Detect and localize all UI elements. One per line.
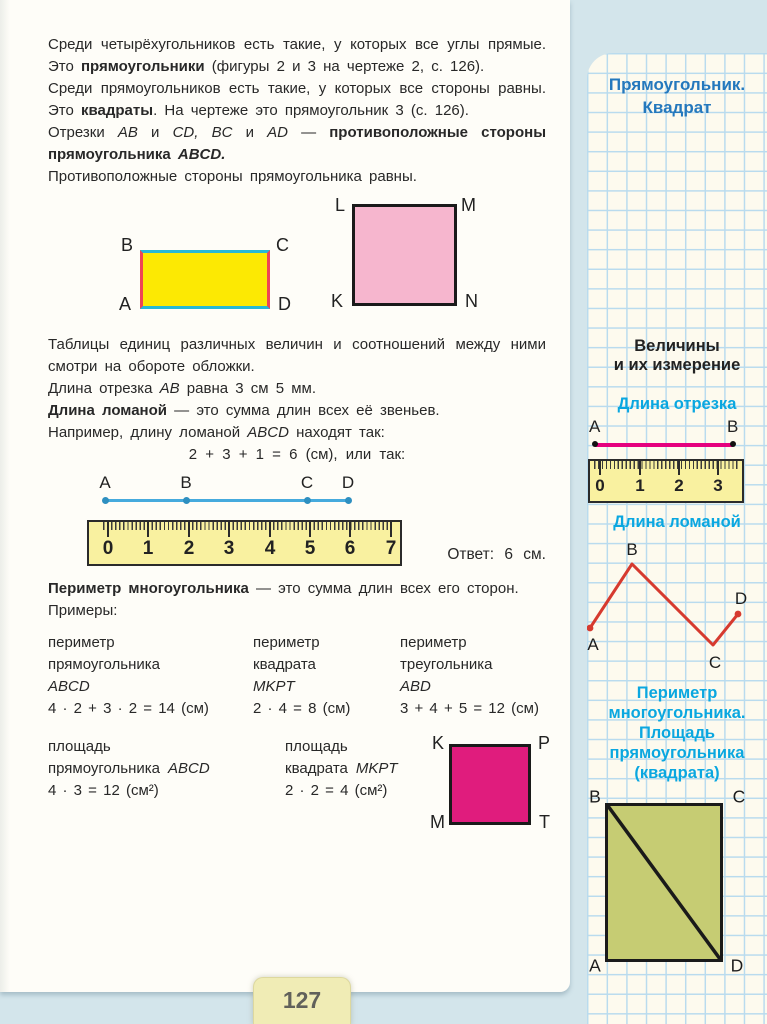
ruler-number: 2: [674, 476, 684, 495]
example-line: квадрата: [253, 656, 316, 673]
ruler-cm-tick: [309, 522, 311, 537]
example-perimeter-triangle: [400, 632, 546, 720]
ruler-number: 3: [223, 538, 235, 559]
vertex-label: K: [331, 291, 344, 311]
ruler-cm-tick: [228, 522, 230, 537]
paragraph-example-intro: [48, 422, 546, 444]
example-area-square: [285, 733, 455, 802]
ruler-cm-tick: [147, 522, 149, 537]
segment-ab-figure: [587, 417, 752, 461]
text-run-italic: AB: [159, 380, 180, 397]
example-line: прямоугольника: [48, 656, 161, 673]
ruler-number: 5: [304, 538, 316, 559]
text-run: Таблицы единиц различных величин и соотношений между ними смотри на обороте обложки.: [48, 336, 546, 375]
text-run: Противоположные стороны прямоугольника равны.: [48, 168, 417, 185]
sidebar-heading-line: и их измерение: [613, 356, 741, 374]
example-name: MKPT: [253, 678, 295, 695]
text-run: и: [232, 124, 268, 141]
example-name: ABD: [400, 678, 431, 695]
text-run-italic: BC: [211, 124, 233, 141]
text-run: Примеры:: [48, 602, 118, 619]
example-name: ABCD: [48, 678, 90, 695]
text-run-italic: AD: [267, 124, 288, 141]
text-run-italic: AB: [117, 124, 138, 141]
sidebar-subheading-line: многоугольника.: [608, 704, 746, 722]
text-run: —: [287, 124, 330, 141]
vertex-label: A: [119, 294, 132, 314]
margin-grid-card: [587, 53, 767, 1024]
example-line: площадь: [48, 738, 111, 755]
text-run-bold: Длина ломаной: [48, 402, 167, 419]
vertex-label: P: [537, 733, 550, 753]
examples-title: [48, 600, 546, 622]
ruler-number: 7: [385, 538, 397, 559]
paragraph-segment-length: [48, 378, 546, 400]
segment-dot: [304, 497, 311, 504]
area-examples-row: [48, 733, 550, 842]
sidebar-subheading-line: Периметр: [636, 684, 718, 702]
broken-line-figure: [587, 549, 752, 661]
vertex-label: D: [730, 955, 744, 976]
segment-dot: [102, 497, 109, 504]
paragraph-perimeter: [48, 578, 546, 600]
text-run: . На чертеже это прямоугольник 3 (с. 126).: [153, 102, 469, 119]
vertex-label: A: [589, 955, 601, 976]
ruler-cm-tick: [390, 522, 392, 537]
sidebar-subheading-segment-length: Длина отрезка: [617, 395, 737, 413]
text-run: — это сумма длин всех её звеньев.: [167, 402, 440, 419]
sidebar-topic-title: [587, 73, 767, 119]
ruler-number: 2: [183, 538, 195, 559]
segment-dot: [345, 497, 352, 504]
sidebar-title-line: Квадрат: [642, 98, 712, 117]
text-run-bold: ABCD.: [177, 146, 226, 163]
example-formula: 4 · 2 + 3 · 2 = 14 (см): [48, 700, 209, 717]
main-column: [48, 34, 550, 842]
ruler-cm-tick: [599, 461, 601, 475]
segment-dot: [592, 441, 598, 447]
point-label: C: [708, 653, 722, 672]
point-label: A: [99, 473, 111, 492]
sidebar-title-line: Прямоугольник.: [608, 75, 746, 94]
perimeter-examples-row: [48, 632, 546, 720]
example-formula: 2 · 2 = 4 (см²): [285, 782, 388, 799]
point-label: A: [589, 417, 601, 436]
text-run: находят так:: [288, 424, 385, 441]
segment-ruler-figure: [48, 472, 546, 578]
sidebar-section-heading: [587, 337, 767, 375]
segment-dot: [730, 441, 736, 447]
answer-text: Ответ: 6 см.: [447, 546, 546, 563]
small-ruler: [588, 459, 744, 503]
example-formula: 2 · 4 = 8 (см): [253, 700, 351, 717]
sidebar-subheading-line: (квадрата): [634, 764, 720, 782]
sidebar-subheading-line: прямоугольника: [609, 744, 745, 762]
vertex-label: B: [589, 786, 601, 807]
paragraph-broken-line: [48, 400, 546, 422]
vertex-label: M: [430, 812, 445, 832]
point-label: C: [300, 473, 314, 492]
point-label: B: [180, 473, 192, 492]
segment-line: [595, 443, 733, 447]
text-run-bold: Периметр многоугольника: [48, 580, 249, 597]
diagonal-line: [608, 806, 720, 959]
paragraph-opposite-sides: [48, 122, 546, 166]
text-run-bold: прямоугольники: [81, 58, 205, 75]
figure-row: [48, 194, 546, 334]
vertex-label: K: [432, 733, 445, 753]
ruler-cm-tick: [639, 461, 641, 475]
text-run: [171, 146, 178, 163]
ruler-number: 3: [713, 476, 723, 495]
example-perimeter-rectangle: [48, 632, 253, 720]
vertex-label: B: [121, 235, 134, 255]
point-label: D: [341, 473, 355, 492]
paragraph-rectangles: [48, 34, 546, 78]
example-line: квадрата MKPT: [285, 760, 398, 777]
example-line: периметр: [400, 634, 467, 651]
sidebar-subheading-perimeter-area: [587, 683, 767, 783]
vertex-label: D: [278, 294, 291, 314]
text-run: (фигуры 2 и 3 на чертеже 2, с. 126).: [204, 58, 485, 75]
text-run: и: [137, 124, 173, 141]
example-line: треугольника: [400, 656, 493, 673]
example-perimeter-square: [253, 632, 400, 720]
page-number: 127: [282, 987, 322, 1013]
text-run-italic: ABCD: [247, 424, 289, 441]
square-kpmt-figure: [430, 733, 550, 832]
paragraph-equal-sides: [48, 166, 546, 188]
paragraph-tables: [48, 334, 546, 378]
ruler-cm-tick: [678, 461, 680, 475]
ruler-number: 6: [344, 538, 356, 559]
vertex-label: C: [732, 786, 746, 807]
text-run: Отрезки: [48, 124, 118, 141]
example-line: прямоугольника ABCD: [48, 760, 210, 777]
sidebar-heading-line: Величины: [634, 337, 720, 355]
text-run: Среди прямоугольников есть такие, у которых все стороны равны. Это: [48, 80, 546, 119]
example-area-rectangle: [48, 736, 278, 802]
ruler-number: 1: [635, 476, 645, 495]
example-line: периметр: [253, 634, 320, 651]
square-klmn-figure: [331, 195, 478, 311]
page-number-tab: [253, 977, 351, 1024]
text-run: Среди четырёхугольников есть такие, у которых все углы прямые. Это: [48, 36, 546, 75]
ruler-cm-tick: [107, 522, 109, 537]
rectangle-bcda-figure: [605, 803, 723, 962]
rectangle-abcd-figure: [119, 235, 291, 314]
vertex-label: C: [276, 235, 289, 255]
sidebar-subheading-broken-line: Длина ломаной: [613, 513, 741, 531]
ruler-number: 4: [264, 538, 276, 559]
text-run: равна 3 см 5 мм.: [179, 380, 317, 397]
segment-dot: [183, 497, 190, 504]
vertex-label: T: [539, 812, 550, 832]
ruler-cm-tick: [188, 522, 190, 537]
ruler-number: 0: [102, 538, 114, 559]
text-run: [198, 124, 211, 141]
sidebar-subheading-line: Площадь: [638, 724, 716, 742]
text-run-italic: CD,: [172, 124, 199, 141]
paragraph-squares: [48, 78, 546, 122]
text-run: — это сумма длин всех его сторон.: [248, 580, 519, 597]
formula-sum: [48, 444, 546, 466]
text-run: 2 + 3 + 1 = 6 (см), или так:: [188, 446, 406, 463]
text-run: Длина отрезка: [48, 380, 160, 397]
ruler-cm-tick: [349, 522, 351, 537]
ruler-number: 0: [595, 476, 605, 495]
ruler-cm-tick: [269, 522, 271, 537]
vertex-label: L: [335, 195, 346, 215]
vertex-label: N: [465, 291, 478, 311]
point-label: A: [587, 635, 599, 654]
point-label: B: [626, 540, 638, 559]
ruler-cm-tick: [717, 461, 719, 475]
text-run-bold: квадраты: [81, 102, 154, 119]
example-line: площадь: [285, 738, 348, 755]
ruler-number: 1: [142, 538, 154, 559]
example-formula: 4 · 3 = 12 (см²): [48, 782, 159, 799]
point-label: D: [734, 589, 748, 608]
segment-line: [105, 499, 348, 502]
example-formula: 3 + 4 + 5 = 12 (см): [400, 700, 539, 717]
text-run: Например, длину ломаной: [48, 424, 248, 441]
text-run-bold: противоположные стороны прямоугольника: [48, 124, 547, 163]
point-label: B: [727, 417, 739, 436]
vertex-label: M: [461, 195, 476, 215]
ruler: [87, 520, 402, 566]
example-line: периметр: [48, 634, 115, 651]
